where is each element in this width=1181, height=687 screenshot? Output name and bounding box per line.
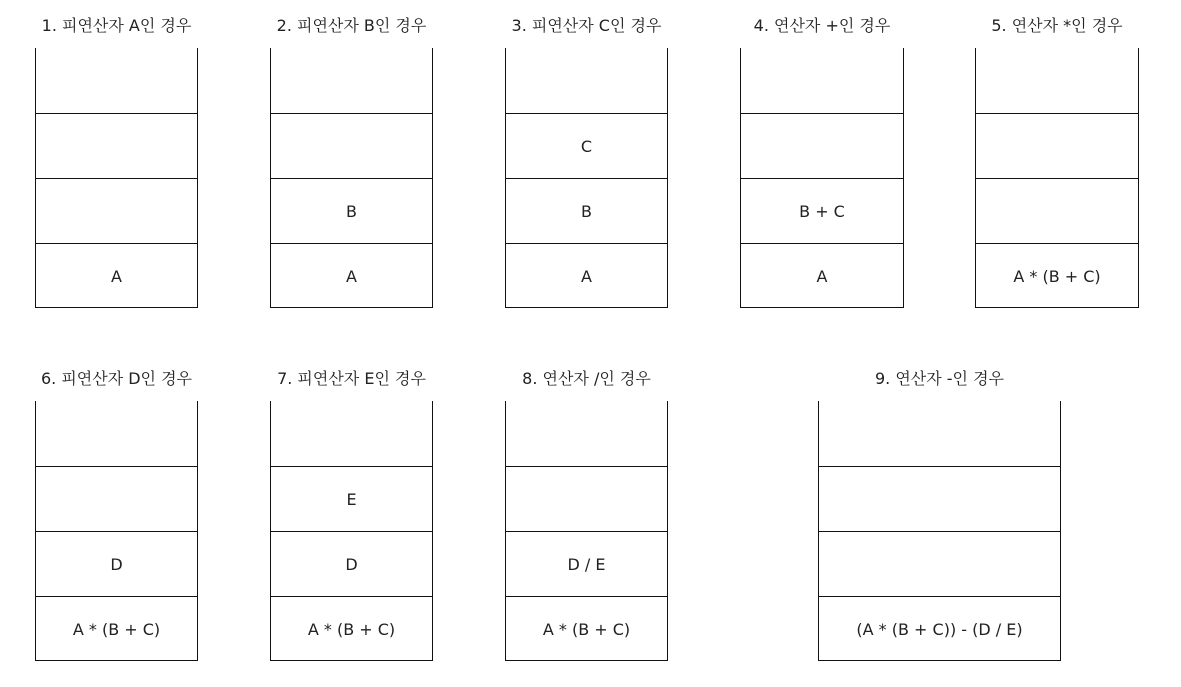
stack-cell [506, 466, 667, 531]
stack-cell: E [271, 466, 432, 531]
stack-cell [271, 48, 432, 113]
stack-cell: A * (B + C) [36, 596, 197, 661]
stack-cell [36, 178, 197, 243]
stack-cell [819, 531, 1060, 596]
panel-title: 8. 연산자 /인 경우 [522, 369, 651, 388]
stack-cell: A * (B + C) [976, 243, 1138, 308]
stack-panel-1 [35, 16, 198, 308]
stack-cell: A * (B + C) [271, 596, 432, 661]
stack [270, 401, 433, 661]
stack [505, 401, 668, 661]
stack-panel-8 [505, 369, 668, 661]
stack-panel-2 [270, 16, 433, 308]
stack-cell [271, 113, 432, 178]
stack-cell [506, 48, 667, 113]
stack-panel-6 [35, 369, 198, 661]
stack-cell: D [271, 531, 432, 596]
stack-cell [976, 113, 1138, 178]
panel-title: 3. 피연산자 C인 경우 [511, 16, 662, 35]
stack-cell [506, 401, 667, 466]
stack [740, 48, 904, 308]
stack-cell: A [506, 243, 667, 308]
stack-cell: B [506, 178, 667, 243]
panel-title: 6. 피연산자 D인 경우 [40, 369, 193, 388]
panel-title: 7. 피연산자 E인 경우 [277, 369, 426, 388]
stack-cell [36, 401, 197, 466]
stack-panel-4 [740, 16, 904, 308]
stack-cell: D [36, 531, 197, 596]
stack [270, 48, 433, 308]
panel-title: 4. 연산자 +인 경우 [753, 16, 891, 35]
panel-title: 2. 피연산자 B인 경우 [276, 16, 427, 35]
stack-cell: A * (B + C) [506, 596, 667, 661]
stack-cell [36, 48, 197, 113]
stack-panel-9 [818, 369, 1061, 661]
stack-cell: (A * (B + C)) - (D / E) [819, 596, 1060, 661]
stack-cell [976, 48, 1138, 113]
stack-cell [741, 48, 903, 113]
panel-title: 5. 연산자 *인 경우 [991, 16, 1123, 35]
stack-cell: B [271, 178, 432, 243]
stack-panel-7 [270, 369, 433, 661]
stack-cell: D / E [506, 531, 667, 596]
stack-cell [36, 466, 197, 531]
stack-panel-5 [975, 16, 1139, 308]
stack-cell: C [506, 113, 667, 178]
stack-cell [819, 401, 1060, 466]
stack-cell: A [271, 243, 432, 308]
panel-title: 1. 피연산자 A인 경우 [41, 16, 192, 35]
panel-title: 9. 연산자 -인 경우 [874, 369, 1005, 388]
stack [505, 48, 668, 308]
stack-cell: A [741, 243, 903, 308]
stack-cell [819, 466, 1060, 531]
stack-cell [741, 113, 903, 178]
stack-cell [976, 178, 1138, 243]
stack-cell [36, 113, 197, 178]
stack-cell: A [36, 243, 197, 308]
stack [975, 48, 1139, 308]
stack [35, 401, 198, 661]
stack [818, 401, 1061, 661]
stack-panel-3 [505, 16, 668, 308]
stack-cell [271, 401, 432, 466]
stack-cell: B + C [741, 178, 903, 243]
stack [35, 48, 198, 308]
